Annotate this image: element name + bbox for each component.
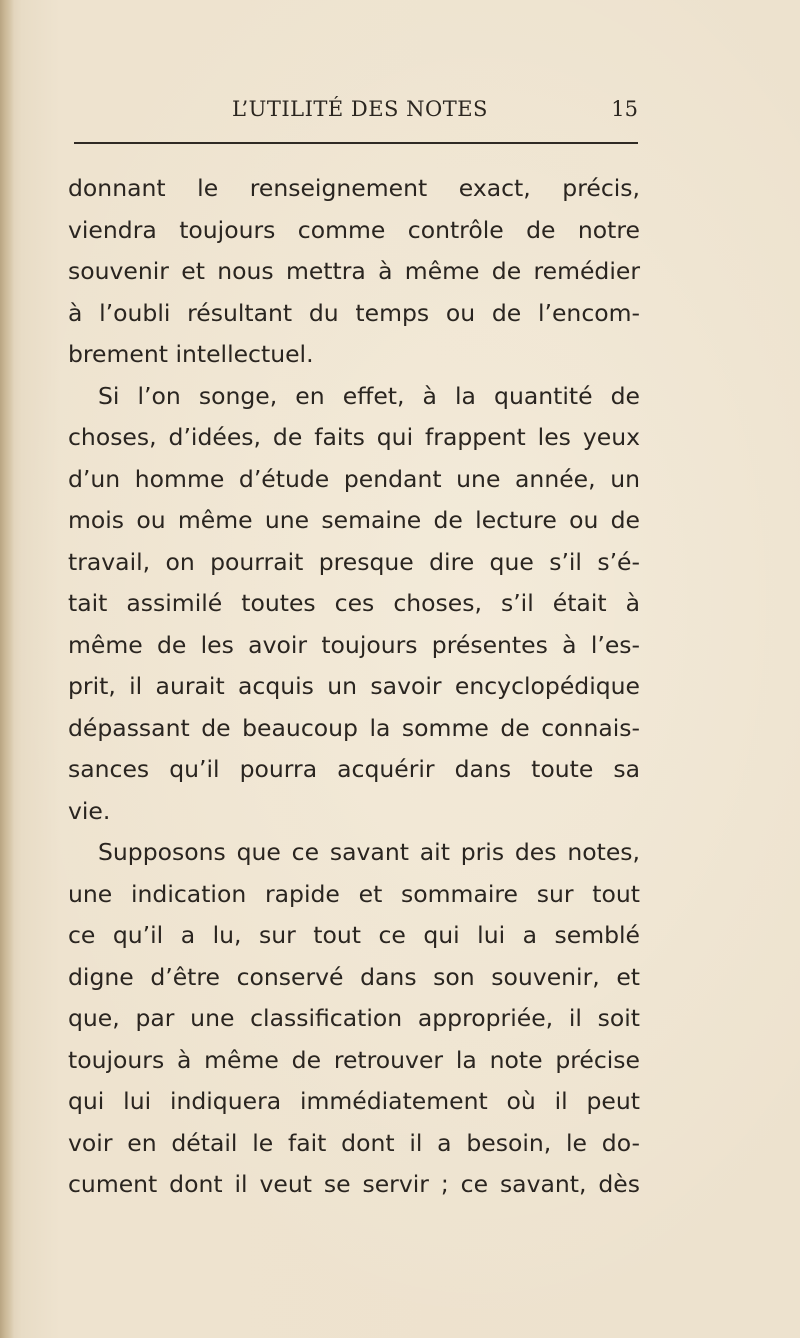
text-line: tait assimilé toutes ces choses, s’il était à (68, 589, 640, 617)
text-line: vie. (68, 796, 111, 825)
book-spine-shadow (0, 0, 14, 1338)
text-line: sances qu’il pourra acquérir dans toute sa (68, 755, 640, 783)
text-line: qui lui indiquera immédiatement où il peut (68, 1087, 640, 1115)
text-line: à l’oubli résultant du temps ou de l’encom- (68, 298, 640, 327)
text-line: brement intellectuel. (68, 340, 314, 368)
running-head (70, 92, 640, 126)
text-line: dépassant de beaucoup la somme de connais- (68, 713, 640, 742)
text-line: même de les avoir toujours présentes à l’es- (68, 630, 640, 659)
text-line: choses, d’idées, de faits qui frappent les yeux (68, 423, 640, 451)
text-line: Si l’on songe, en effet, à la quantité de (98, 381, 640, 410)
body-text (68, 168, 640, 1206)
text-line: cument dont il veut se servir ; ce savant, dès (68, 1170, 640, 1198)
text-line: travail, on pourrait presque dire que s’il s’é- (68, 547, 640, 576)
text-line: viendra toujours comme contrôle de notre (68, 215, 640, 244)
text-line: que, par une classification appropriée, il soit (68, 1004, 640, 1032)
text-line: souvenir et nous mettra à même de remédier (68, 257, 640, 285)
header-rule (74, 142, 638, 144)
text-line: une indication rapide et sommaire sur tout (68, 879, 640, 908)
text-line: digne d’être conservé dans son souvenir, et (68, 962, 640, 991)
text-line: Supposons que ce savant ait pris des notes, (98, 838, 640, 866)
text-line: d’un homme d’étude pendant une année, un (68, 464, 640, 493)
running-title: L’UTILITÉ DES NOTES (232, 97, 488, 121)
text-line: voir en détail le fait dont il a besoin, le do- (68, 1128, 640, 1157)
text-line: mois ou même une semaine de lecture ou de (68, 506, 640, 534)
text-line: prit, il aurait acquis un savoir encyclopédique (68, 672, 640, 700)
text-line: ce qu’il a lu, sur tout ce qui lui a semblé (68, 921, 640, 949)
text-line: donnant le renseignement exact, précis, (68, 174, 640, 202)
text-line: toujours à même de retrouver la note précise (68, 1045, 640, 1074)
page-number: 15 (611, 97, 638, 121)
